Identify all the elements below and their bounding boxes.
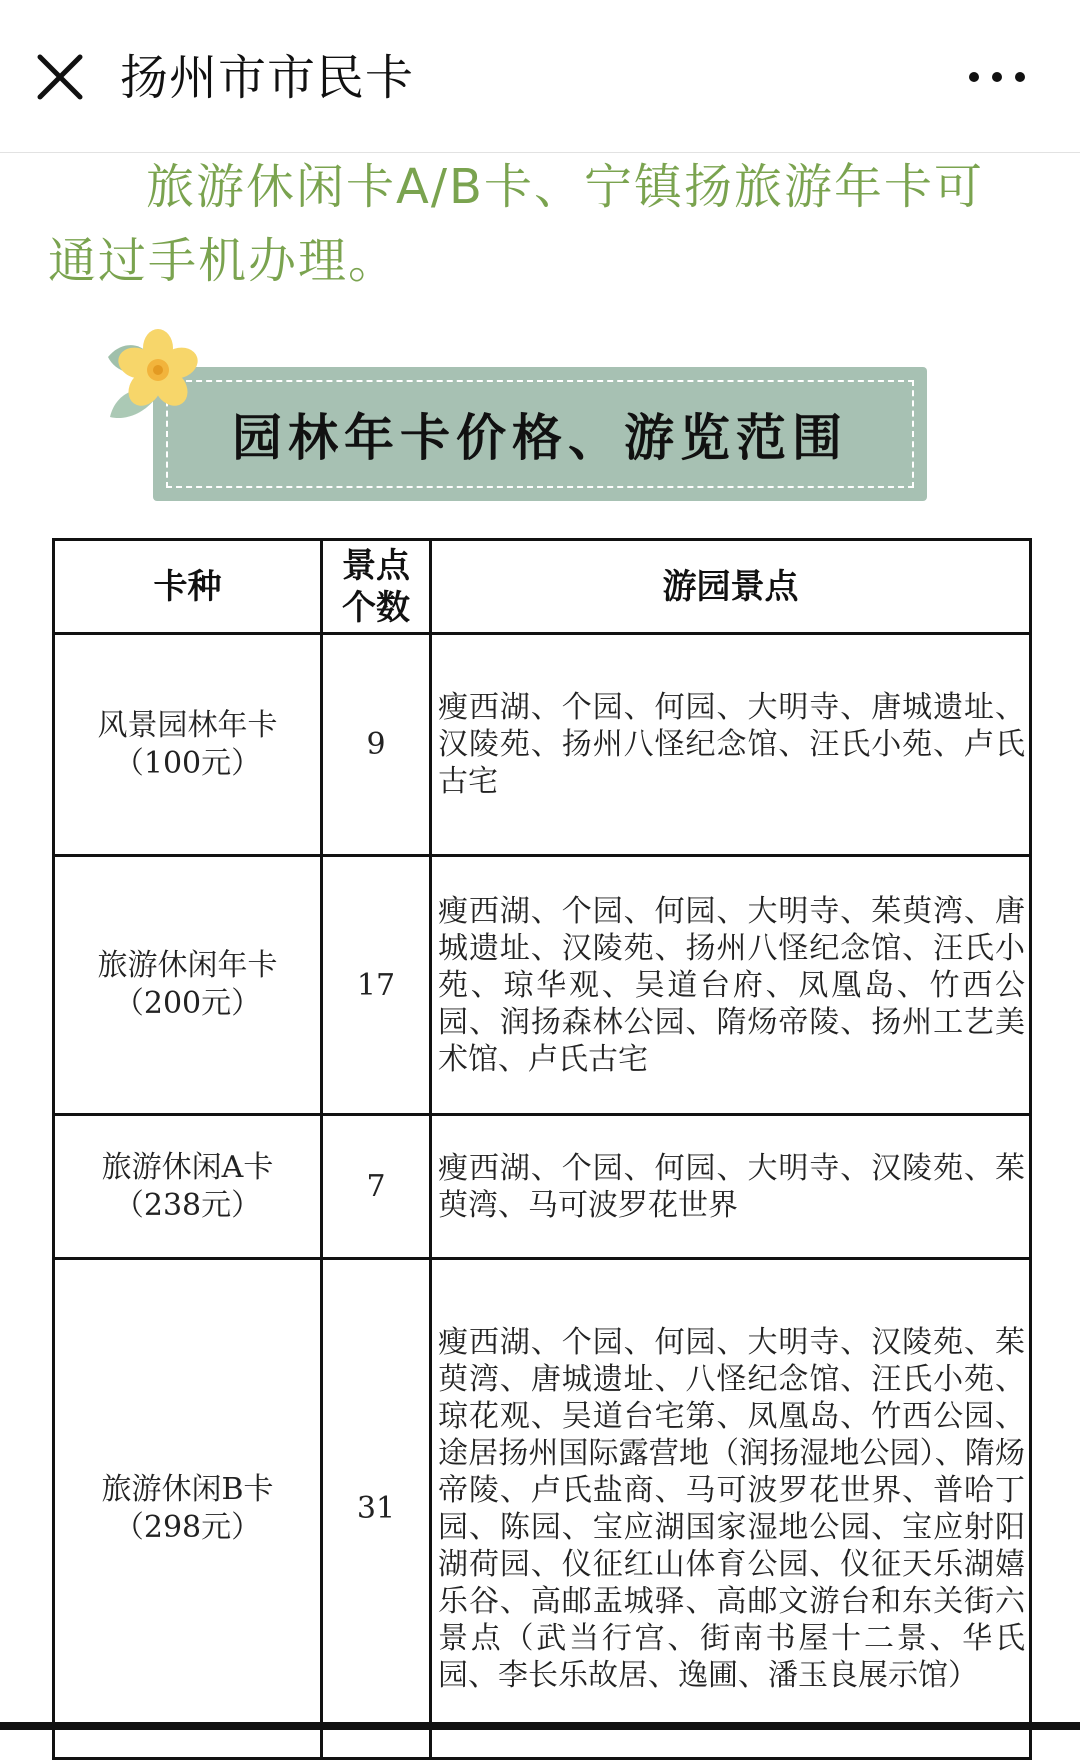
card-price: （298元） <box>113 1509 262 1545</box>
count-cell: 9 <box>322 634 431 856</box>
bottom-edge <box>0 1722 1080 1730</box>
banner-dashed-frame <box>166 380 914 488</box>
card-name: 旅游休闲年卡 <box>97 948 278 983</box>
header-count-label: 景点个数 <box>342 545 410 628</box>
table-header-row <box>54 540 1031 634</box>
count-cell: 17 <box>322 856 431 1115</box>
card-price: （200元） <box>113 986 262 1021</box>
nav-bar <box>0 0 1080 153</box>
card-table <box>52 538 1032 1760</box>
table-row <box>54 1115 1031 1259</box>
card-cell <box>54 1115 322 1259</box>
card-price: （100元） <box>113 745 262 781</box>
card-name: 风景园林年卡 <box>97 707 278 743</box>
card-name: 旅游休闲A卡 <box>101 1149 274 1185</box>
section-banner <box>96 325 936 505</box>
banner-title: 园林年卡价格、游览范围 <box>232 409 848 467</box>
card-cell <box>54 634 322 856</box>
more-button[interactable] <box>962 62 1032 92</box>
header-card-type: 卡种 <box>54 540 322 634</box>
card-cell <box>54 1259 322 1759</box>
count-cell: 31 <box>322 1259 431 1759</box>
card-price: （238元） <box>113 1187 262 1223</box>
banner-box <box>153 367 927 501</box>
flower-icon <box>96 325 206 425</box>
spots-cell: 瘦西湖、个园、何园、大明寺、茱萸湾、唐城遗址、汉陵苑、扬州八怪纪念馆、汪氏小苑、琼华观、吴道台府、凤凰岛、竹西公园、润扬森林公园、隋炀帝陵、扬州工艺美术馆、卢氏古宅 <box>431 856 1031 1115</box>
spots-cell: 瘦西湖、个园、何园、大明寺、唐城遗址、汉陵苑、扬州八怪纪念馆、汪氏小苑、卢氏古宅 <box>431 634 1031 856</box>
spots-cell: 瘦西湖、个园、何园、大明寺、汉陵苑、茱萸湾、唐城遗址、八怪纪念馆、汪氏小苑、琼花观、吴道台宅第、凤凰岛、竹西公园、途居扬州国际露营地（润扬湿地公园）、隋炀帝陵、卢氏盐商、马可波罗花世界、普哈丁园、陈园、宝应湖国家湿地公园、宝应射阳湖荷园、仪征红山体育公园、仪征天乐湖嬉乐谷、高邮盂城驿、高邮文游台和东关街六景点（武当行宫、街南书屋十二景、华氏园、李长乐故居、逸圃、潘玉良展示馆） <box>431 1259 1031 1759</box>
card-name: 旅游休闲B卡 <box>101 1471 274 1507</box>
card-cell <box>54 856 322 1115</box>
intro-text: 旅游休闲卡A/B卡、宁镇扬旅游年卡可通过手机办理。 <box>48 159 984 289</box>
close-icon <box>30 47 90 107</box>
close-button[interactable] <box>30 47 90 107</box>
more-dots-icon <box>962 62 1032 92</box>
header-spots: 游园景点 <box>431 540 1031 634</box>
table-row <box>54 634 1031 856</box>
spots-cell: 瘦西湖、个园、何园、大明寺、汉陵苑、茱萸湾、马可波罗花世界 <box>431 1115 1031 1259</box>
page-title: 扬州市市民卡 <box>120 50 415 106</box>
count-cell: 7 <box>322 1115 431 1259</box>
header-count <box>322 540 431 634</box>
table-row <box>54 1259 1031 1759</box>
table-row <box>54 856 1031 1115</box>
